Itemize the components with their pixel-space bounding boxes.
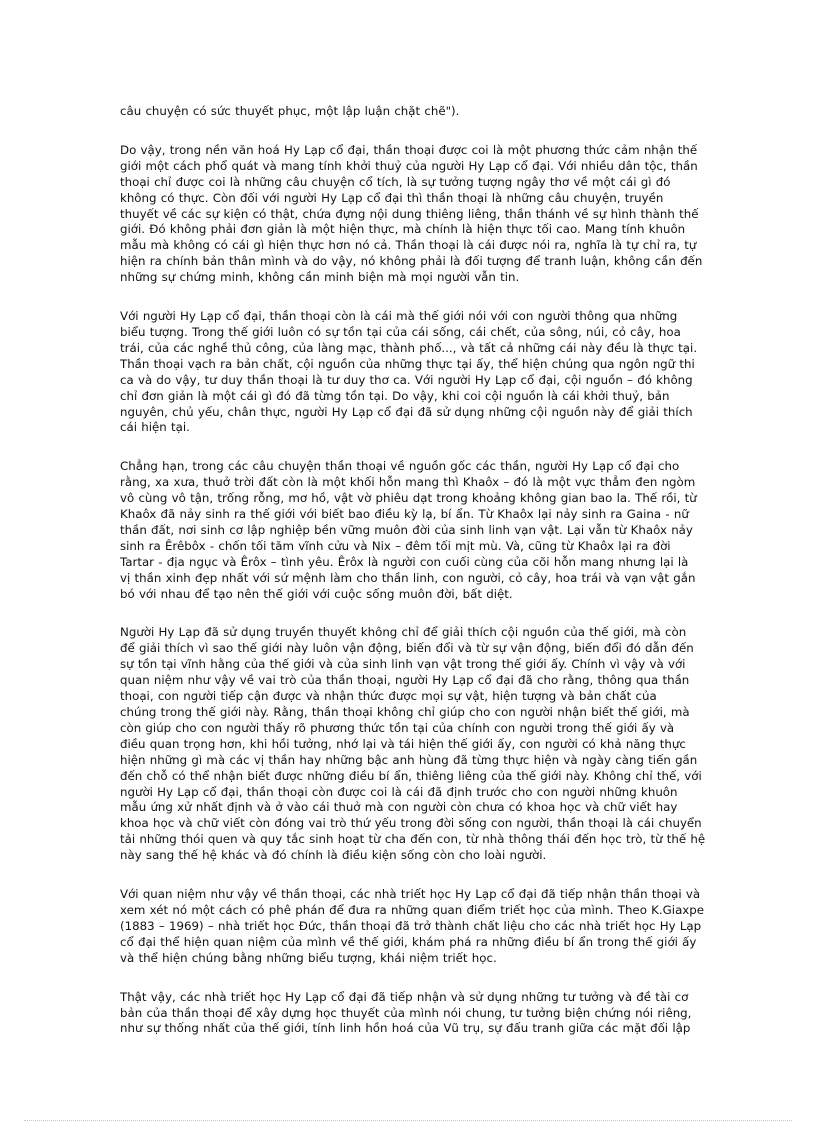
text-line: sự tồn tại vĩnh hằng của thế giới và của sinh linh vạn vật trong thế giới ấy. Chính vì vậy và với bbox=[120, 657, 686, 672]
paragraph-7 bbox=[120, 990, 692, 1038]
paragraph-spacer bbox=[120, 286, 692, 309]
paragraph-spacer bbox=[120, 967, 692, 990]
text-line: còn giúp cho con người thấy rõ phương thức tồn tại của chính con người trong thế giới ấy và bbox=[120, 720, 675, 735]
text-line: nguyên, chủ yếu, chân thực, người Hy Lạp cổ đại đã sử dụng những cội nguồn này để giải thích bbox=[120, 404, 693, 419]
text-line: vị thần xinh đẹp nhất với sứ mệnh làm cho thần linh, con người, cỏ cây, hoa trái và vạn vật gắn bbox=[120, 570, 696, 585]
paragraph-5 bbox=[120, 625, 706, 864]
text-line: trái, của các nghề thủ công, của làng mạc, thành phố..., và tất cả những cái này đều là thực tại. bbox=[120, 340, 698, 355]
paragraph-spacer bbox=[120, 120, 692, 143]
text-line: mẫu ứng xử nhất định và ở vào cái thuở mà con người còn chưa có khoa học và chữ viết hay bbox=[120, 800, 678, 815]
text-line: giới một cách phổ quát và mang tính khởi thuỷ của người Hy Lạp cổ đại. Với nhiều dân tộc, thần bbox=[120, 158, 698, 173]
text-line: giới. Đó không phải đơn giản là một hiện thực, mà chính là hiện thực tối cao. Mang tính khuôn bbox=[120, 222, 686, 237]
text-line: để giải thích vì sao thế giới này luôn vận động, biến đổi và từ sự vận động, biến đổi đó dẫn đến bbox=[120, 641, 694, 656]
paragraph-spacer bbox=[120, 602, 692, 625]
text-line: hiện những gì mà các vị thần hay những bậc anh hùng đã từng thực hiện và ngày càng tiến gần bbox=[120, 752, 698, 767]
text-line: Khaôx đã nảy sinh ra thế giới với biết bao điều kỳ lạ, bí ẩn. Từ Khaôx lại nảy sinh ra Gaina - nữ bbox=[120, 507, 689, 522]
paragraph-6 bbox=[120, 887, 705, 967]
text-line: bó với nhau để tạo nên thế giới với cuộc sống muôn đời, bất diệt. bbox=[120, 586, 513, 601]
text-line: Thật vậy, các nhà triết học Hy Lạp cổ đại đã tiếp nhận và sử dụng những tư tưởng và đề tài cơ bbox=[120, 989, 689, 1004]
text-line: rằng, xa xưa, thuở trời đất còn là một khối hỗn mang thì Khaôx – đó là một vực thẳm đen ngòm bbox=[120, 475, 696, 490]
text-line: ca và do vậy, tư duy thần thoại là tư duy thơ ca. Với người Hy Lạp cổ đại, cội nguồn – đó không bbox=[120, 372, 693, 387]
text-line: quan niệm như vậy về vai trò của thần thoại, người Hy Lạp cổ đại đã cho rằng, thông qua thần bbox=[120, 673, 690, 688]
text-line: biểu tượng. Trong thế giới luôn có sự tồn tại của cái sống, cái chết, của sông, núi, cỏ cây, hoa bbox=[120, 324, 681, 339]
text-line: Tartar - địa ngục và Êrôx – tình yêu. Êrôx là người con cuối cùng của cõi hỗn mang nhưng lại là bbox=[120, 554, 689, 569]
text-line: câu chuyện có sức thuyết phục, một lập luận chặt chẽ"). bbox=[120, 104, 460, 118]
text-line: xem xét nó một cách có phê phán để đưa ra những quan điểm triết học của mình. Theo K.Giaxpe bbox=[120, 902, 705, 917]
paragraph-2 bbox=[120, 142, 703, 286]
text-line: thần đất, nơi sinh cơ lập nghiệp bền vững muôn đời của sinh linh vạn vật. Lại vẫn từ Khaôx nảy bbox=[120, 522, 693, 537]
text-line: (1883 – 1969) – nhà triết học Đức, thần thoại đã trở thành chất liệu cho các nhà triết học Hy Lạp bbox=[120, 918, 702, 933]
text-line: thoại chỉ được coi là những câu chuyện cổ tích, là sự tưởng tượng ngây thơ về một cái gì đó bbox=[120, 174, 671, 189]
text-line: khoa học và chữ viết còn đóng vai trò thứ yếu trong đời sống con người, thần thoại là cái chuyển bbox=[120, 816, 702, 831]
text-line: thoại, con người tiếp cận được và nhận thức được mọi sự vật, hiện tượng và bản chất của bbox=[120, 689, 657, 704]
text-line: như sự thống nhất của thế giới, tính linh hồn hoá của Vũ trụ, sự đấu tranh giữa các mặt đối lập bbox=[120, 1021, 691, 1036]
text-line: này sang thế hệ khác và đó chính là điều kiện sống còn cho loài người. bbox=[120, 848, 547, 863]
document-body bbox=[120, 104, 706, 1037]
text-line: Do vậy, trong nền văn hoá Hy Lạp cổ đại, thần thoại được coi là một phương thức cảm nhận thế bbox=[120, 142, 698, 157]
text-line: sinh ra Êrêbôx - chốn tối tăm vĩnh cửu và Nix – đêm tối mịt mù. Và, cũng từ Khaôx lại ra đời bbox=[120, 538, 671, 553]
page-bottom-divider bbox=[24, 1120, 792, 1121]
text-line: bản của thần thoại để xây dựng học thuyết của mình nói chung, tư tưởng biện chứng nói riêng, bbox=[120, 1005, 692, 1020]
text-line: cái hiện tại. bbox=[120, 420, 190, 435]
paragraph-spacer bbox=[120, 864, 692, 887]
text-line: không có thực. Còn đối với người Hy Lạp cổ đại thì thần thoại là những câu chuyện, truyền bbox=[120, 190, 664, 205]
text-line: Với quan niệm như vậy về thần thoại, các nhà triết học Hy Lạp cổ đại đã tiếp nhận thần thoại và bbox=[120, 887, 701, 902]
text-line: thuyết về các sự kiện có thật, chứa đựng nội dung thiêng liêng, thần thánh về sự hình thành thế bbox=[120, 206, 699, 221]
text-line: đến chỗ có thể nhận biết được những điều bí ẩn, thiêng liêng của thế giới này. Không chỉ thế, với bbox=[120, 768, 702, 783]
text-line: Chẳng hạn, trong các câu chuyện thần thoại về nguồn gốc các thần, người Hy Lạp cổ đại cho bbox=[120, 459, 680, 474]
paragraph-3 bbox=[120, 309, 698, 436]
text-line: người Hy Lạp cổ đại, thần thoại còn được coi là cái đã định trước cho con người những khuôn bbox=[120, 784, 678, 799]
text-line: chúng trong thế giới này. Rằng, thần thoại không chỉ giúp cho con người nhận biết thế giới, mà bbox=[120, 705, 690, 719]
text-line: hiện ra chính bản thân mình và do vậy, nó không phải là đối tượng để tranh luận, không cần đến bbox=[120, 254, 703, 269]
text-line: những sự chứng minh, không cần minh biện mà mọi người vẫn tin. bbox=[120, 270, 520, 285]
text-line: tải những thói quen và quy tắc sinh hoạt từ cha đến con, từ nhà thông thái đến học trò, từ thế hệ bbox=[120, 832, 706, 847]
text-line: Người Hy Lạp đã sử dụng truyền thuyết không chỉ để giải thích cội nguồn của thế giới, mà còn bbox=[120, 625, 687, 640]
text-line: điều quan trọng hơn, khi hồi tưởng, nhớ lại và tái hiện thế giới ấy, con người có khả năng thực bbox=[120, 736, 686, 751]
text-line: Thần thoại vạch ra bản chất, cội nguồn của những thực tại ấy, thể hiện chúng qua ngôn ngữ thi bbox=[120, 356, 695, 371]
paragraph-4 bbox=[120, 459, 697, 602]
text-line: và thể hiện chúng bằng những biểu tượng, khái niệm triết học. bbox=[120, 950, 497, 965]
text-line: Với người Hy Lạp cổ đại, thần thoại còn là cái mà thế giới nói với con người thông qua những bbox=[120, 309, 678, 324]
text-line: cổ đại thể hiện quan niệm của mình về thế giới, khám phá ra những điều bí ẩn trong thế giới ấy bbox=[120, 934, 697, 949]
text-line: chỉ đơn giản là một cái gì đó đã từng tồn tại. Do vậy, khi coi cội nguồn là cái khởi thuỷ, bản bbox=[120, 388, 670, 403]
paragraph-spacer bbox=[120, 436, 692, 459]
paragraph-1 bbox=[120, 104, 692, 120]
text-line: vô cùng vô tận, trống rỗng, mơ hồ, vật vờ phiêu dạt trong khoảng không gian bao la. Thế rồi, từ bbox=[120, 491, 697, 506]
text-line: mẫu mà không có cái gì hiện thực hơn nó cả. Thần thoại là cái được nói ra, nghĩa là tự chỉ ra, tự bbox=[120, 238, 697, 253]
